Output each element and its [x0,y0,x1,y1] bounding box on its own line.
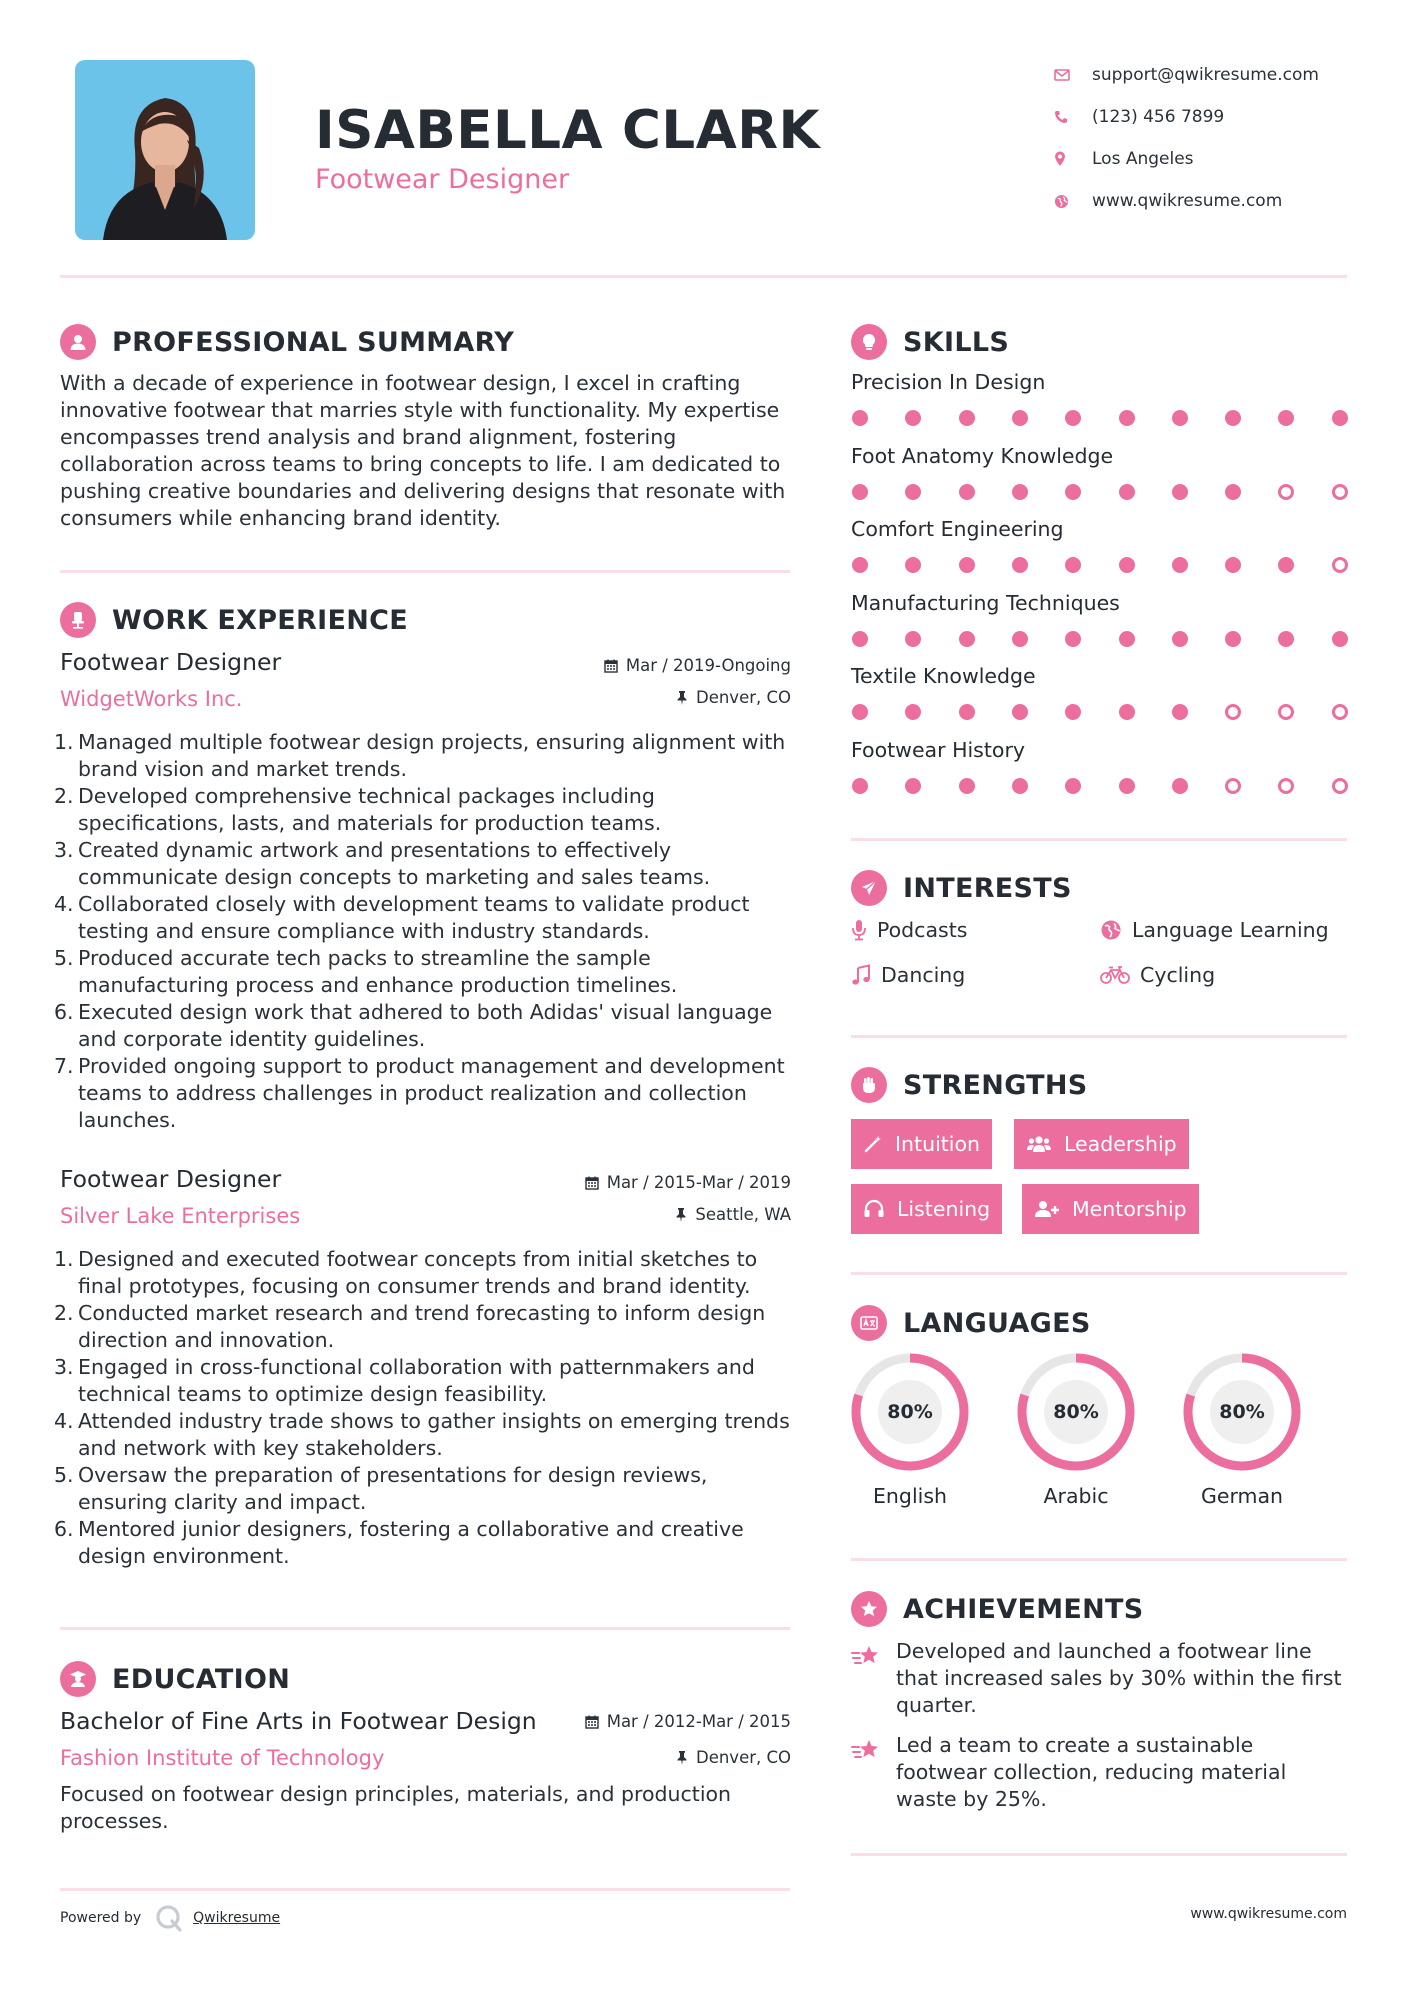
achievement-1: Developed and launched a footwear line that increased sales by 30% within the first quarter. [896,1639,1342,1717]
contact-website[interactable] [1050,180,1370,222]
phone-icon [1050,110,1092,124]
summary-title: PROFESSIONAL SUMMARY [112,326,515,358]
profile-photo [75,60,255,240]
job-2-title: Footwear Designer [60,1165,282,1193]
job-2-company: Silver Lake Enterprises [60,1204,301,1228]
list-item: 5. Produced accurate tech packs to streamline the sample manufacturing process and enhance production timelines. [54,946,678,997]
map-pin-icon [1050,151,1092,167]
language-name: Arabic [1043,1484,1109,1508]
skill-name: Foot Anatomy Knowledge [851,443,1114,468]
skill-dot-filled [852,557,868,573]
footer-powered-by [60,1904,280,1932]
candidate-role: Footwear Designer [315,164,570,195]
list-item: 1. Designed and executed footwear concepts from initial sketches to final prototypes, focusing on consumer trends and brand identity. [54,1247,758,1298]
powered-by-text: Powered by [60,1910,142,1926]
pushpin-icon [676,690,688,705]
skill-dot-filled [1119,557,1135,573]
contact-email-text: support@qwikresume.com [1092,65,1319,85]
pushpin-icon [676,1750,688,1765]
paper-plane-icon [851,870,887,906]
skill-dot-filled [959,631,975,647]
skill-name: Comfort Engineering [851,517,1064,541]
contact-website-text: www.qwikresume.com [1092,191,1283,211]
skill-dot-filled [852,484,868,500]
fist-icon [851,1067,887,1103]
chair-icon [60,602,96,638]
education-location [676,1748,791,1767]
language-name: English [872,1484,948,1508]
skill-dot-filled [1119,778,1135,794]
skill-name: Precision In Design [851,370,1046,394]
user-icon [60,324,96,360]
strength-tag-intuition: Intuition [851,1119,992,1169]
contact-phone[interactable] [1050,96,1370,138]
language-item [850,1352,970,1508]
language-item [1016,1352,1136,1508]
skill-dot-empty [1332,704,1348,720]
skill-dot-filled [1065,557,1081,573]
skill-dot-filled [1012,557,1028,573]
users-icon [1026,1134,1052,1154]
skill-dot-filled [1065,484,1081,500]
skill-dot-filled [1012,484,1028,500]
lightbulb-icon [851,324,887,360]
list-item: 2. Developed comprehensive technical packages including specifications, lasts, and materials for production teams. [54,784,662,835]
language-item [1182,1352,1302,1508]
headphones-icon [863,1199,885,1219]
job-1-date [604,656,791,675]
skill-dot-filled [1225,410,1241,426]
skill-dot-filled [1012,410,1028,426]
contact-location [1050,138,1370,180]
user-plus-icon [1034,1199,1060,1219]
job-1-responsibilities [54,729,800,1134]
list-item: 6. Executed design work that adhered to both Adidas' visual language and corporate identity guidelines. [54,1000,773,1051]
skill-dot-filled [1119,704,1135,720]
education-text: Focused on footwear design principles, materials, and production processes. [60,1782,732,1833]
candidate-name: ISABELLA CLARK [315,100,821,161]
list-item: 3. Engaged in cross-functional collaboration with patternmakers and technical teams to optimize design feasibility. [54,1355,755,1406]
globe-icon [1100,919,1122,941]
skill-dot-empty [1332,484,1348,500]
strength-tag-leadership: Leadership [1014,1119,1189,1169]
experience-title: WORK EXPERIENCE [112,604,408,636]
skill-dot-filled [1065,704,1081,720]
languages-heading [851,1305,1091,1341]
strength-tag-mentorship: Mentorship [1022,1184,1199,1234]
skill-dot-empty [1278,704,1294,720]
skill-dot-filled [959,778,975,794]
skill-dot-filled [1225,557,1241,573]
graduate-icon [60,1661,96,1697]
education-school: Fashion Institute of Technology [60,1746,385,1770]
interest-language-learning: Language Learning [1100,918,1329,942]
skill-dot-filled [852,778,868,794]
microphone-icon [851,919,867,941]
job-1-title: Footwear Designer [60,648,282,676]
skill-dot-filled [852,704,868,720]
job-2-date-text: Mar / 2015-Mar / 2019 [606,1173,791,1192]
job-1-location [676,688,791,707]
achievements-title: ACHIEVEMENTS [903,1593,1144,1625]
calendar-icon [604,659,618,673]
music-note-icon [851,964,871,986]
skill-dot-filled [1225,631,1241,647]
strengths-divider [851,1272,1347,1275]
job-2-location-text: Seattle, WA [695,1205,791,1224]
qwikresume-logo-icon [155,1904,183,1932]
translate-icon [851,1305,887,1341]
skill-dot-filled [1119,631,1135,647]
skill-dot-filled [959,484,975,500]
skill-dot-filled [1012,704,1028,720]
globe-icon [1050,194,1092,209]
summary-divider [60,570,790,573]
education-degree: Bachelor of Fine Arts in Footwear Design [60,1707,537,1735]
education-heading [60,1661,290,1697]
skill-dot-filled [1172,557,1188,573]
job-2-responsibilities [54,1246,800,1570]
education-title: EDUCATION [112,1663,291,1695]
skill-dot-filled [1012,778,1028,794]
shooting-star-icon [851,1643,881,1673]
strengths-title: STRENGTHS [903,1069,1088,1101]
skill-dot-filled [852,631,868,647]
list-item: 6. Mentored junior designers, fostering a collaborative and creative design environment. [54,1517,744,1568]
bicycle-icon [1100,965,1130,985]
skills-title: SKILLS [903,326,1010,358]
language-progress-ring [1182,1352,1302,1472]
skill-dot-filled [905,484,921,500]
job-1-location-text: Denver, CO [695,688,791,707]
list-item: 3. Created dynamic artwork and presentations to effectively communicate design concepts to marketing and sales teams. [54,838,711,889]
job-2-date [585,1173,791,1192]
skill-dot-filled [959,410,975,426]
skill-dot-empty [1278,484,1294,500]
languages-title: LANGUAGES [903,1307,1091,1339]
skill-dot-filled [1119,410,1135,426]
interest-podcasts: Podcasts [851,918,967,942]
qwikresume-link[interactable]: Qwikresume [193,1910,281,1926]
language-name: German [1200,1484,1284,1508]
skill-dot-empty [1225,778,1241,794]
skill-dot-filled [1278,631,1294,647]
achievements-divider [851,1853,1347,1856]
skills-heading [851,324,1009,360]
languages-divider [851,1558,1347,1561]
skill-dot-filled [1065,410,1081,426]
skill-dot-filled [1225,484,1241,500]
interest-cycling: Cycling [1100,963,1215,987]
skill-dot-filled [905,778,921,794]
contact-block [1050,54,1370,222]
experience-heading [60,602,408,638]
skill-dot-filled [1012,631,1028,647]
skill-dot-filled [1065,778,1081,794]
header-divider [60,275,1347,278]
education-location-text: Denver, CO [695,1748,791,1767]
calendar-icon [585,1715,599,1729]
skill-dot-filled [905,410,921,426]
list-item: 4. Collaborated closely with development teams to validate product testing and ensure compliance with industry standards. [54,892,750,943]
skill-dot-filled [1172,778,1188,794]
language-percent: 80% [1053,1401,1099,1423]
pushpin-icon [675,1207,687,1222]
skill-dot-filled [1172,704,1188,720]
strength-tag-listening: Listening [851,1184,1002,1234]
skill-dot-filled [1172,410,1188,426]
shooting-star-icon [851,1737,881,1767]
skill-name: Footwear History [851,737,1025,762]
skill-dot-filled [905,704,921,720]
skill-dot-filled [1332,410,1348,426]
skill-dot-filled [905,557,921,573]
achievement-2: Led a team to create a sustainable footwear collection, reducing material waste by 25%. [896,1733,1287,1811]
skill-dot-empty [1332,778,1348,794]
language-progress-ring [850,1352,970,1472]
skill-dot-filled [1172,631,1188,647]
envelope-icon [1050,69,1092,81]
star-badge-icon [851,1591,887,1627]
interests-heading [851,870,1072,906]
language-percent: 80% [887,1401,933,1423]
skill-dot-empty [1225,704,1241,720]
skill-dot-filled [959,557,975,573]
skill-dot-filled [1332,631,1348,647]
list-item: 5. Oversaw the preparation of presentations for design reviews, ensuring clarity and impact. [54,1463,708,1514]
interest-dancing: Dancing [851,963,965,987]
skill-dot-filled [852,410,868,426]
contact-location-text: Los Angeles [1092,149,1194,169]
skill-dot-filled [1278,410,1294,426]
skill-dot-empty [1332,557,1348,573]
language-progress-ring [1016,1352,1136,1472]
education-date-text: Mar / 2012-Mar / 2015 [606,1712,791,1731]
skill-dot-filled [1172,484,1188,500]
language-percent: 80% [1219,1401,1265,1423]
job-1-date-text: Mar / 2019-Ongoing [625,656,791,675]
contact-email[interactable] [1050,54,1370,96]
skill-dot-empty [1278,778,1294,794]
job-1-company: WidgetWorks Inc. [60,687,243,711]
summary-text: With a decade of experience in footwear design, I excel in crafting innovative footwear that marries style with functionality. My expertise encompasses trend analysis and brand alignment, fostering collaboration across teams to bring concepts to life. I am dedicated to pushing creative boundaries and delivering designs that resonate with consumers while enhancing brand identity. [60,371,786,530]
skill-dot-filled [959,704,975,720]
education-date [585,1712,791,1731]
magic-wand-icon [863,1134,883,1154]
skills-divider [851,838,1347,841]
list-item: 1. Managed multiple footwear design projects, ensuring alignment with brand vision and market trends. [54,730,786,781]
experience-divider [60,1627,790,1630]
skill-dot-filled [1065,631,1081,647]
calendar-icon [585,1176,599,1190]
contact-phone-text: (123) 456 7899 [1092,107,1225,127]
skill-dot-filled [1278,557,1294,573]
skill-name: Manufacturing Techniques [851,590,1120,615]
summary-heading [60,324,514,360]
strengths-heading [851,1067,1088,1103]
job-2-location [675,1205,791,1224]
list-item: 2. Conducted market research and trend forecasting to inform design direction and innovation. [54,1301,766,1352]
skill-dot-filled [1119,484,1135,500]
interests-title: INTERESTS [903,872,1072,904]
interests-divider [851,1035,1347,1038]
skill-name: Textile Knowledge [851,664,1036,688]
list-item: 7. Provided ongoing support to product management and development teams to address challenges in product realization and collection launches. [54,1054,785,1132]
education-divider [60,1888,790,1891]
list-item: 4. Attended industry trade shows to gather insights on emerging trends and network with key stakeholders. [54,1409,790,1460]
footer-website[interactable]: www.qwikresume.com [1190,1906,1347,1922]
skill-dot-filled [905,631,921,647]
achievements-heading [851,1591,1144,1627]
